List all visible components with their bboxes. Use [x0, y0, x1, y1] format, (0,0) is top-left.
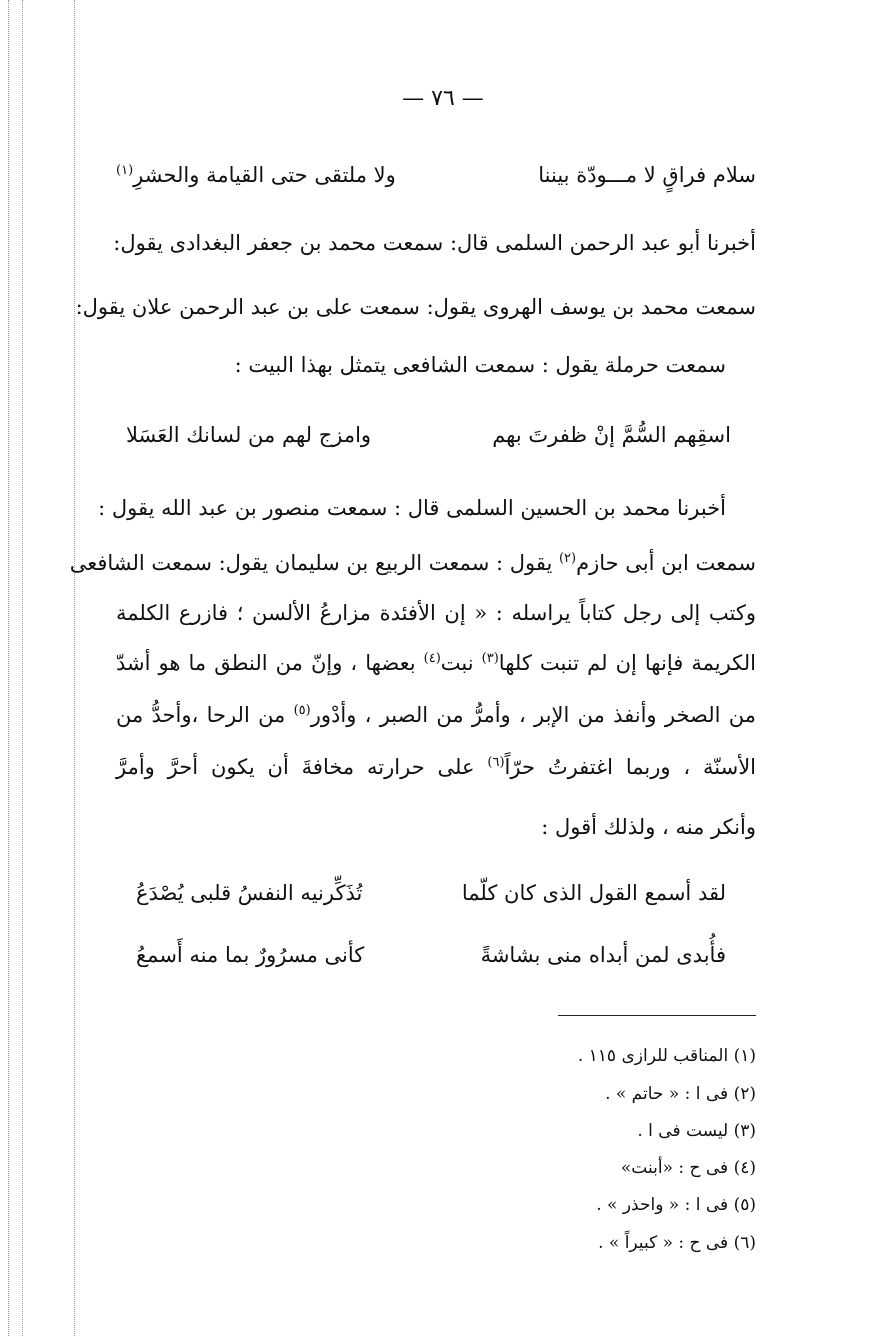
paragraph-line [69, 548, 756, 578]
scan-margin-line [22, 0, 23, 1336]
verse-second-hemistich [116, 160, 396, 190]
verse-second-hemistich: كأنى مسرُورٌ بما منه أَسمعُ [136, 943, 365, 967]
footnote: (٥) فى ا : « واحذر » . [596, 1195, 756, 1215]
verse-first-hemistich: فأُبدى لمن أبداه منى بشاشةً [480, 943, 726, 967]
text-run: يقول : سمعت الربيع بن سليمان يقول: سمعت الشافعى [69, 551, 559, 575]
text-run: بعضها ، وإنّ من النطق ما هو أشدّ [116, 651, 424, 675]
footnote: (١) المناقب للرازى ١١٥ . [577, 1046, 756, 1066]
text-run: من الرحا ،وأحدُّ من [116, 703, 294, 727]
verse-line [126, 420, 731, 450]
footnote-marker: (٥) [293, 703, 311, 718]
footnote-marker: (٣) [481, 651, 499, 666]
paragraph-line: أخبرنا أبو عبد الرحمن السلمى قال: سمعت محمد بن جعفر البغدادى يقول: [113, 231, 756, 255]
verse-line [136, 878, 726, 908]
verse-text: ولا ملتقى حتى القيامة والحشرِ [133, 163, 396, 187]
verse-second-hemistich: وامزج لهم من لسانك العَسَلا [126, 423, 372, 447]
verse-second-hemistich: تُذَكِّرنيه النفسُ قلبى يُصْدَعُ [136, 881, 363, 905]
footnote-marker: (٤) [423, 651, 441, 666]
footnote-marker: (١) [116, 163, 134, 178]
page-number: — ٧٦ — [402, 86, 484, 111]
footnote-marker: (٦) [487, 755, 505, 770]
verse-first-hemistich: اسقِهم السُّمَّ إنْ ظفرتَ بهم [492, 423, 731, 447]
verse-line [136, 940, 726, 970]
footnote: (٢) فى ا : « حاتم » . [605, 1084, 756, 1104]
verse-first-hemistich: لقد أسمع القول الذى كان كلّما [461, 881, 726, 905]
paragraph-line: أخبرنا محمد بن الحسين السلمى قال : سمعت منصور بن عبد الله يقول : [98, 496, 726, 520]
scan-margin-line [8, 0, 9, 1336]
footnote: (٣) ليست فى ا . [637, 1121, 756, 1141]
text-run: على حرارته مخافةَ أن يكون أحرَّ وأمرَّ [116, 755, 488, 779]
text-run: الأسنّة ، وربما اغتفرتُ حرّاً [504, 755, 757, 779]
footnote-separator [558, 1015, 756, 1016]
verse-first-hemistich: سلام فراقٍ لا مـــودّة بيننا [538, 163, 756, 187]
footnote: (٦) فى ح : « كبيراً » . [598, 1233, 756, 1253]
scan-margin-line [74, 0, 75, 1336]
paragraph-line [116, 648, 756, 678]
paragraph-line: سمعت حرملة يقول : سمعت الشافعى يتمثل بهذا البيت : [234, 353, 726, 377]
footnote: (٤) فى ح : «أبنت» [620, 1158, 756, 1178]
paragraph-line: وكتب إلى رجل كتاباً يراسله : « إن الأفئدة مزارعُ الألسن ؛ فازرع الكلمة [116, 601, 756, 625]
paragraph-line: وأنكر منه ، ولذلك أقول : [541, 815, 756, 839]
footnote-marker: (٢) [558, 551, 577, 566]
verse-line [116, 160, 756, 190]
paragraph-line: سمعت محمد بن يوسف الهروى يقول: سمعت على بن عبد الرحمن علان يقول: [75, 295, 756, 319]
paragraph-line [116, 752, 756, 782]
text-run: من الصخر وأنفذ من الإبر ، وأمرُّ من الصبر ، وأدْور [310, 703, 756, 727]
text-run: نبت [440, 651, 482, 675]
text-run: الكريمة فإنها إن لم تنبت كلها [498, 651, 756, 675]
text-run: سمعت ابن أبى حازم [576, 551, 756, 575]
paragraph-line [116, 700, 756, 730]
